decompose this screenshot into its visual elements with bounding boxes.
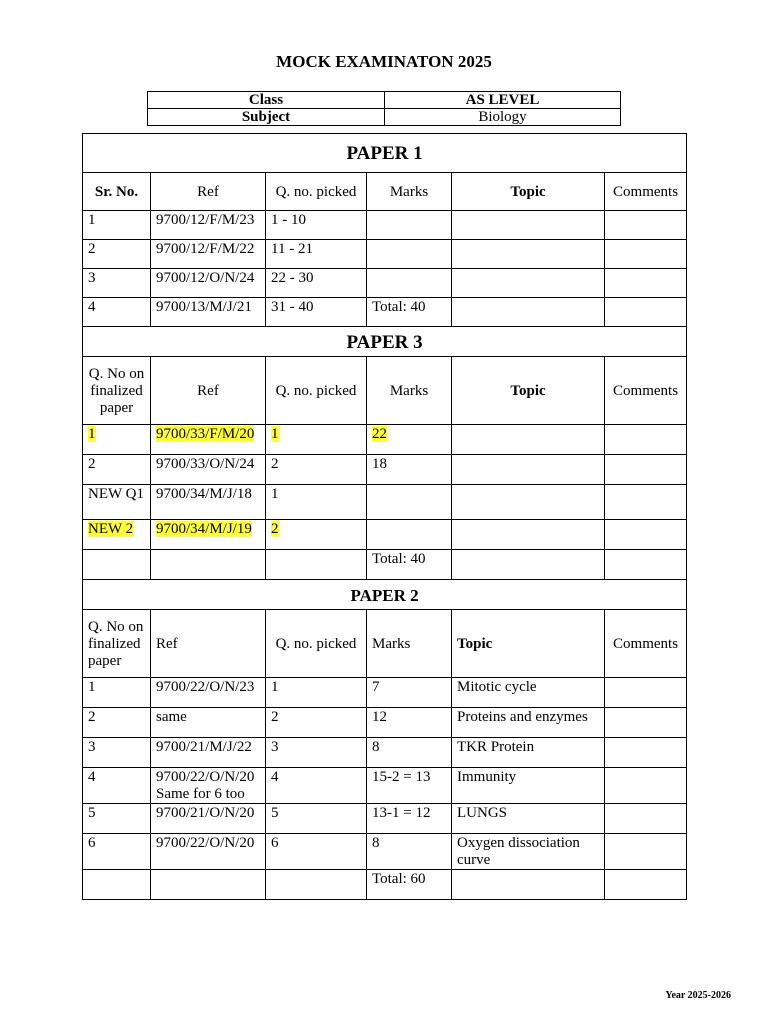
- table-cell: 3: [266, 738, 367, 768]
- table-cell: [605, 678, 687, 708]
- footer-year: Year 2025-2026: [665, 990, 731, 1001]
- subject-value: Biology: [385, 109, 621, 126]
- table-cell: [605, 738, 687, 768]
- table-cell: 15-2 = 13: [367, 768, 452, 804]
- table-cell: [605, 455, 687, 485]
- table-cell: 6: [266, 834, 367, 870]
- table-cell: 2: [83, 455, 151, 485]
- table-cell: 8: [367, 834, 452, 870]
- table-cell: [605, 425, 687, 455]
- table-cell: Mitotic cycle: [452, 678, 605, 708]
- table-cell: [605, 269, 687, 298]
- table-cell: [452, 520, 605, 550]
- table-row: [83, 425, 687, 455]
- table-row: [83, 768, 687, 804]
- table-cell: 5: [83, 804, 151, 834]
- table-cell: [151, 425, 266, 455]
- table-cell: [605, 211, 687, 240]
- table-cell: [83, 550, 151, 580]
- table-cell: Proteins and enzymes: [452, 708, 605, 738]
- table-cell: 9700/12/F/M/22: [151, 240, 266, 269]
- table-row: [83, 678, 687, 708]
- table-cell: 9700/22/O/N/23: [151, 678, 266, 708]
- table-cell: 9700/33/O/N/24: [151, 455, 266, 485]
- table-cell: 11 - 21: [266, 240, 367, 269]
- col-header: Marks: [367, 357, 452, 425]
- col-header: Q. no. picked: [266, 357, 367, 425]
- table-cell: 9700/22/O/N/20 Same for 6 too: [151, 768, 266, 804]
- table-cell: [605, 768, 687, 804]
- table-cell: [367, 269, 452, 298]
- table-cell: 4: [83, 298, 151, 327]
- highlighted-text: NEW 2: [88, 521, 134, 537]
- table-cell: [605, 520, 687, 550]
- table-cell: [605, 708, 687, 738]
- table-cell: [83, 870, 151, 900]
- col-header: Ref: [151, 357, 266, 425]
- table-cell: 9700/13/M/J/21: [151, 298, 266, 327]
- table-cell: [452, 240, 605, 269]
- table-cell: 3: [83, 269, 151, 298]
- col-header: Q. No on finalized paper: [83, 357, 151, 425]
- table-cell: TKR Protein: [452, 738, 605, 768]
- table-cell: Total: 40: [367, 298, 452, 327]
- table-cell: 9700/12/O/N/24: [151, 269, 266, 298]
- table-cell: [151, 520, 266, 550]
- table-cell: 1: [83, 678, 151, 708]
- table-cell: 31 - 40: [266, 298, 367, 327]
- table-cell: [605, 834, 687, 870]
- table-cell: 8: [367, 738, 452, 768]
- table-row: [83, 455, 687, 485]
- table-cell: 3: [83, 738, 151, 768]
- table-cell: [452, 425, 605, 455]
- paper3-heading: PAPER 3: [83, 327, 687, 357]
- table-cell: [367, 485, 452, 520]
- paper1-heading: PAPER 1: [83, 134, 687, 173]
- table-row: [83, 240, 687, 269]
- col-header: Topic: [452, 610, 605, 678]
- table-cell: 13-1 = 12: [367, 804, 452, 834]
- table-cell: [266, 550, 367, 580]
- table-cell: 4: [83, 768, 151, 804]
- col-header: Ref: [151, 610, 266, 678]
- papers-table: [82, 133, 687, 900]
- highlighted-text: 1: [271, 426, 279, 442]
- col-header: Sr. No.: [83, 173, 151, 211]
- table-cell: 9700/21/M/J/22: [151, 738, 266, 768]
- table-cell: 2: [266, 708, 367, 738]
- table-cell: [367, 211, 452, 240]
- table-cell: 9700/12/F/M/23: [151, 211, 266, 240]
- table-row: [83, 804, 687, 834]
- table-row: [83, 834, 687, 870]
- table-cell: [83, 520, 151, 550]
- table-cell: [452, 550, 605, 580]
- col-header: Marks: [367, 173, 452, 211]
- table-cell: 1: [266, 678, 367, 708]
- subject-label: Subject: [148, 109, 385, 126]
- table-cell: 12: [367, 708, 452, 738]
- table-cell: 9700/22/O/N/20: [151, 834, 266, 870]
- highlighted-text: 2: [271, 521, 279, 537]
- class-row: [148, 92, 621, 109]
- col-header: Comments: [605, 357, 687, 425]
- paper2-header-row: [83, 610, 687, 678]
- table-row: [83, 298, 687, 327]
- table-cell: 22 - 30: [266, 269, 367, 298]
- subject-row: [148, 109, 621, 126]
- table-cell: 18: [367, 455, 452, 485]
- col-header: Comments: [605, 173, 687, 211]
- table-cell: [151, 870, 266, 900]
- table-row: [83, 738, 687, 768]
- table-cell: [452, 485, 605, 520]
- highlighted-text: 9700/33/F/M/20: [156, 426, 255, 442]
- table-row: [83, 269, 687, 298]
- table-cell: 1 - 10: [266, 211, 367, 240]
- table-cell: [605, 870, 687, 900]
- table-cell: 7: [367, 678, 452, 708]
- class-value: AS LEVEL: [385, 92, 621, 109]
- table-cell: 9700/21/O/N/20: [151, 804, 266, 834]
- table-cell: 5: [266, 804, 367, 834]
- class-label: Class: [148, 92, 385, 109]
- table-cell: Oxygen dissociation curve: [452, 834, 605, 870]
- table-row: [83, 485, 687, 520]
- table-cell: Immunity: [452, 768, 605, 804]
- table-cell: Total: 40: [367, 550, 452, 580]
- table-cell: 1: [266, 485, 367, 520]
- table-cell: LUNGS: [452, 804, 605, 834]
- col-header: Q. no. picked: [266, 610, 367, 678]
- table-cell: [605, 804, 687, 834]
- table-cell: 2: [83, 708, 151, 738]
- table-cell: [452, 211, 605, 240]
- table-cell: [605, 485, 687, 520]
- col-header: Q. No on finalized paper: [83, 610, 151, 678]
- table-cell: [605, 298, 687, 327]
- highlighted-text: 1: [88, 426, 96, 442]
- table-cell: [452, 298, 605, 327]
- table-cell: [266, 425, 367, 455]
- table-row: [83, 211, 687, 240]
- table-cell: [452, 870, 605, 900]
- table-cell: 1: [83, 211, 151, 240]
- paper3-header-row: [83, 357, 687, 425]
- page-title: MOCK EXAMINATON 2025: [276, 52, 492, 71]
- col-header: Q. no. picked: [266, 173, 367, 211]
- table-cell: [367, 425, 452, 455]
- table-row: [83, 708, 687, 738]
- table-cell: 6: [83, 834, 151, 870]
- table-row: [83, 870, 687, 900]
- col-header: Marks: [367, 610, 452, 678]
- table-cell: [367, 240, 452, 269]
- table-cell: same: [151, 708, 266, 738]
- table-cell: 2: [266, 455, 367, 485]
- col-header: Comments: [605, 610, 687, 678]
- table-cell: 4: [266, 768, 367, 804]
- highlighted-text: 22: [372, 426, 387, 442]
- table-row: [83, 550, 687, 580]
- table-cell: Total: 60: [367, 870, 452, 900]
- table-cell: [452, 269, 605, 298]
- table-cell: [83, 425, 151, 455]
- paper1-heading-row: [83, 134, 687, 173]
- table-cell: [605, 550, 687, 580]
- col-header: Topic: [452, 357, 605, 425]
- table-cell: [266, 520, 367, 550]
- table-cell: [266, 870, 367, 900]
- table-cell: 9700/34/M/J/18: [151, 485, 266, 520]
- paper1-header-row: [83, 173, 687, 211]
- highlighted-text: 9700/34/M/J/19: [156, 521, 252, 537]
- paper2-heading-row: [83, 580, 687, 610]
- col-header: Ref: [151, 173, 266, 211]
- table-cell: [151, 550, 266, 580]
- table-cell: [605, 240, 687, 269]
- class-subject-table: [147, 91, 621, 126]
- paper2-heading: PAPER 2: [83, 580, 687, 610]
- table-row: [83, 520, 687, 550]
- table-cell: [452, 455, 605, 485]
- table-cell: NEW Q1: [83, 485, 151, 520]
- table-cell: 2: [83, 240, 151, 269]
- paper3-heading-row: [83, 327, 687, 357]
- table-cell: [367, 520, 452, 550]
- col-header: Topic: [452, 173, 605, 211]
